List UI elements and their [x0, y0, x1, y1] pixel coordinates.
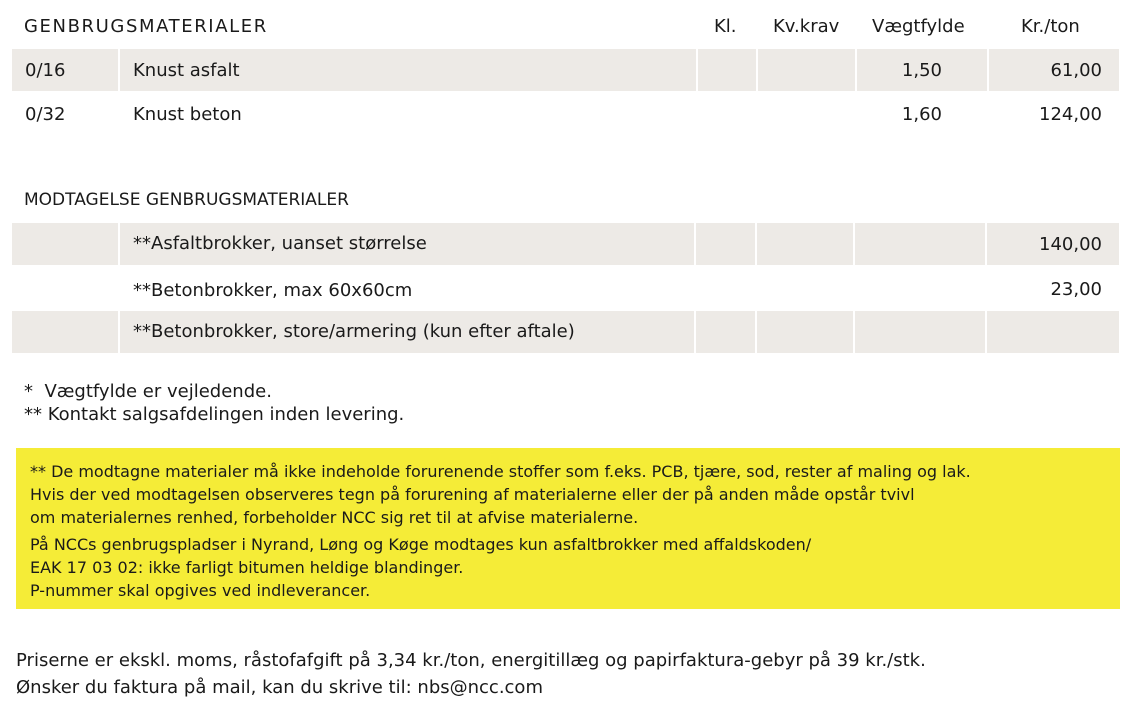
column-divider: [985, 311, 987, 353]
footer-prices: Priserne er ekskl. moms, råstofafgift på 3,34 kr./ton, energitillæg og papirfaktura-gebyr på 39 kr./stk.: [16, 650, 926, 671]
row-code: 0/32: [25, 104, 66, 125]
column-divider: [118, 311, 120, 353]
notice-line: ** De modtagne materialer må ikke indeholde forurenende stoffer som f.eks. PCB, tjære, sod, rester af maling og lak.: [30, 462, 971, 481]
notice-line: om materialernes renhed, forbeholder NCC sig ret til at afvise materialerne.: [30, 508, 639, 527]
column-divider: [853, 311, 855, 353]
section2-title: MODTAGELSE GENBRUGSMATERIALER: [24, 190, 349, 210]
row-name: **Betonbrokker, store/armering (kun efter aftale): [133, 321, 575, 342]
row-name: **Asfaltbrokker, uanset størrelse: [133, 233, 427, 254]
footer: [16, 647, 926, 701]
row-name: Knust asfalt: [133, 60, 240, 81]
notice-line: EAK 17 03 02: ikke farligt bitumen heldige blandinger.: [30, 558, 464, 577]
row-krton: 23,00: [1050, 279, 1102, 300]
row-vaegtfylde: 1,60: [901, 104, 942, 125]
footnote-contact: ** Kontakt salgsafdelingen inden levering.: [24, 404, 405, 425]
row-vaegtfylde: 1,50: [901, 60, 942, 81]
column-divider: [853, 223, 855, 265]
column-divider: [756, 49, 758, 91]
section1-title: GENBRUGSMATERIALER: [24, 16, 268, 37]
row-krton: 124,00: [1039, 104, 1102, 125]
column-divider: [985, 223, 987, 265]
column-divider: [696, 49, 698, 91]
col-header-kl: Kl.: [714, 16, 737, 37]
footnote-weight: * Vægtfylde er vejledende.: [24, 381, 272, 402]
notice-line: P-nummer skal opgives ved indleverancer.: [30, 581, 371, 600]
col-header-krton: Kr./ton: [1021, 16, 1080, 37]
notice-box: [16, 448, 1120, 609]
column-divider: [755, 223, 757, 265]
row-krton: 140,00: [1039, 234, 1102, 255]
row-name: **Betonbrokker, max 60x60cm: [133, 280, 413, 301]
column-divider: [855, 49, 857, 91]
column-divider: [118, 223, 120, 265]
column-divider: [694, 311, 696, 353]
footer-invoice: Ønsker du faktura på mail, kan du skrive til: nbs@ncc.com: [16, 677, 543, 698]
notice-line: På NCCs genbrugspladser i Nyrand, Løng og Køge modtages kun asfaltbrokker med affaldskoden/: [30, 535, 812, 554]
row-code: 0/16: [25, 60, 66, 81]
column-divider: [987, 49, 989, 91]
column-divider: [118, 49, 120, 91]
footnotes: [24, 380, 404, 426]
row-name: Knust beton: [133, 104, 242, 125]
notice-line: Hvis der ved modtagelsen observeres tegn på forurening af materialerne eller der på anden måde opstår tvivl: [30, 485, 915, 504]
column-divider: [694, 223, 696, 265]
row-krton: 61,00: [1050, 60, 1102, 81]
col-header-kvkrav: Kv.krav: [773, 16, 840, 37]
column-divider: [755, 311, 757, 353]
col-header-vaegtfylde: Vægtfylde: [872, 16, 965, 37]
